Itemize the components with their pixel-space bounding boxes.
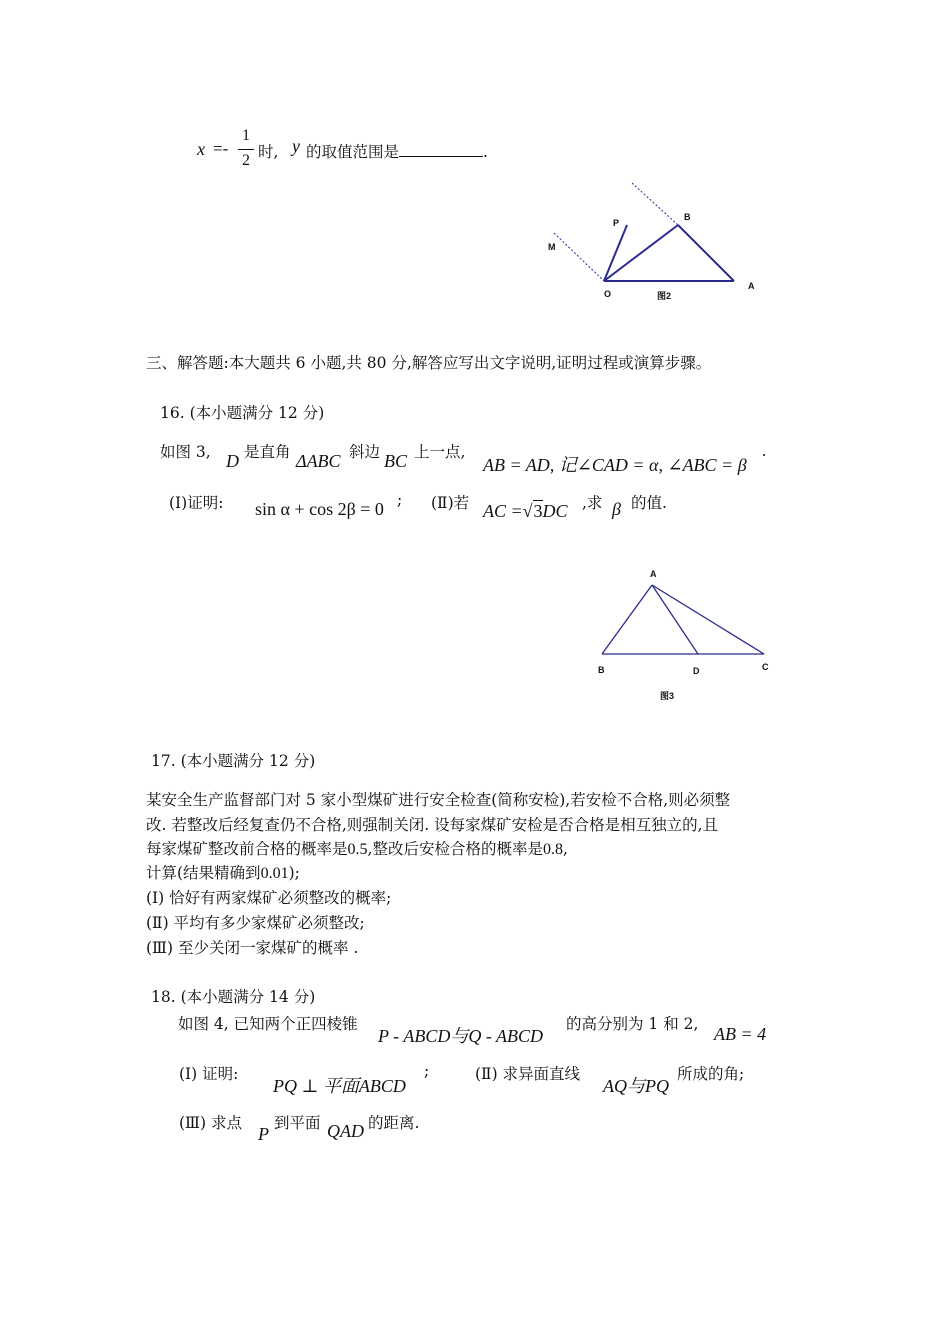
q16-part1-end: ; — [397, 491, 403, 509]
q18-pyramids: P - ABCD与Q - ABCD — [378, 1026, 543, 1046]
q17-para-1: 某安全生产监督部门对 5 家小型煤矿进行安全检查(简称安检),若安检不合格,则必须整 — [146, 791, 731, 809]
q16-point-d: D — [226, 451, 239, 471]
dashed-ray-om — [554, 233, 604, 281]
label-d: D — [693, 666, 700, 676]
q18-line1-b: 的高分别为 1 和 2, — [566, 1015, 699, 1033]
q17-header: 17. (本小题满分 12 分) — [151, 752, 316, 770]
q18-part1-math: PQ ⊥ 平面ABCD — [273, 1076, 406, 1096]
q16-part2-math — [483, 501, 568, 522]
q18-part3-end: 的距离. — [368, 1114, 420, 1132]
label-a: A — [748, 281, 755, 291]
q17-para-3-c: , — [562, 840, 568, 858]
q16-condition-dot: . — [762, 441, 767, 460]
label-b: B — [598, 665, 605, 675]
q17-prob-after: 0.8 — [542, 841, 563, 858]
q16-beta: β — [612, 499, 621, 519]
q17-item-3: (Ⅲ) 至少关闭一家煤矿的概率 . — [146, 939, 359, 957]
section-heading: 三、解答题:本大题共 6 小题,共 80 分,解答应写出文字说明,证明过程或演算步骤。 — [146, 354, 712, 372]
label-o: O — [604, 289, 612, 299]
equals-minus: =- — [213, 139, 229, 158]
q17-para-2: 改. 若整改后经复查仍不合格,则强制关闭. 设每家煤矿安检是否合格是相互独立的,且 — [146, 816, 719, 834]
q17-para-3 — [146, 837, 568, 859]
q18-header: 18. (本小题满分 14 分) — [151, 988, 316, 1006]
q18-part3-mid: 到平面 — [274, 1114, 321, 1132]
q16-part2-label: (Ⅱ)若 — [431, 494, 470, 512]
q16-part2-math-a: AC = — [483, 501, 523, 521]
q18-part2-math: AQ与PQ — [603, 1076, 669, 1096]
label-b: B — [684, 212, 691, 222]
q17-precision: 0.01 — [260, 865, 289, 882]
range-question-text: 的取值范围是 — [306, 143, 400, 161]
segment-ab — [602, 585, 652, 654]
x-variable: x — [197, 139, 205, 159]
q17-para-4-a: 计算(结果精确到 — [146, 864, 261, 882]
q18-point-p: P — [258, 1124, 269, 1144]
q16-part1-label: (Ⅰ)证明: — [169, 494, 224, 512]
sqrt-sign: √ — [522, 501, 533, 521]
q16-part2-math-b: DC — [542, 501, 568, 521]
segment-ad — [652, 585, 698, 654]
q18-part2-end: 所成的角; — [677, 1065, 745, 1083]
period: . — [483, 143, 488, 161]
q17-item-2: (Ⅱ) 平均有多少家煤矿必须整改; — [146, 914, 365, 932]
q18-line1-a: 如图 4, 已知两个正四棱锥 — [178, 1015, 358, 1033]
fraction-bar — [238, 149, 254, 150]
range-question — [306, 140, 488, 162]
q17-para-4-b: ); — [288, 864, 300, 882]
q17-para-3-b: ,整改后安检合格的概率是 — [367, 840, 543, 858]
q17-para-3-a: 每家煤矿整改前合格的概率是 — [146, 840, 348, 858]
label-p: P — [613, 218, 620, 228]
q16-line1-a: 如图 3, — [160, 443, 211, 461]
fraction-numerator: 1 — [242, 127, 250, 144]
q18-plane-qad: QAD — [327, 1121, 364, 1141]
q17-item-1: (Ⅰ) 恰好有两家煤矿必须整改的概率; — [146, 889, 392, 907]
fraction-denominator: 2 — [242, 152, 250, 169]
shi-text: 时, — [258, 143, 279, 161]
label-c: C — [762, 662, 769, 672]
q16-triangle: ΔABC — [296, 451, 341, 471]
answer-blank — [399, 144, 483, 157]
q16-hypotenuse-bc: BC — [384, 451, 408, 471]
q18-part3-label: (Ⅲ) 求点 — [179, 1114, 242, 1132]
q16-header: 16. (本小题满分 12 分) — [160, 404, 325, 422]
y-variable: y — [292, 136, 300, 156]
q18-part1-end: ; — [424, 1062, 430, 1080]
sqrt-radicand: 3 — [533, 501, 543, 521]
q16-line1-b: 是直角 — [244, 443, 291, 461]
q18-part1-label: (Ⅰ) 证明: — [179, 1065, 239, 1083]
figure-3 — [590, 565, 780, 705]
label-m: M — [548, 242, 556, 252]
figure-3-caption: 图3 — [660, 691, 675, 701]
segment-ba — [678, 225, 734, 281]
figure-2-caption: 图2 — [657, 291, 672, 301]
q18-ab-length: AB = 4 — [714, 1024, 767, 1044]
q16-part1-math: sin α + cos 2β = 0 — [255, 499, 384, 519]
q16-line1-c: 斜边 — [349, 443, 381, 461]
dashed-ray-ob — [632, 183, 678, 225]
q17-para-4 — [146, 861, 300, 883]
q16-part2-mid: ,求 — [582, 494, 603, 512]
label-a: A — [650, 569, 657, 579]
q16-condition: AB = AD, 记∠CAD = α, ∠ABC = β — [483, 455, 747, 475]
q16-line1-d: 上一点, — [414, 443, 466, 461]
segment-ac — [652, 585, 764, 654]
q17-prob-before: 0.5 — [347, 841, 368, 858]
figure-2 — [540, 175, 770, 310]
q18-part2-label: (Ⅱ) 求异面直线 — [475, 1065, 581, 1083]
q16-part2-end: 的值. — [631, 494, 667, 512]
